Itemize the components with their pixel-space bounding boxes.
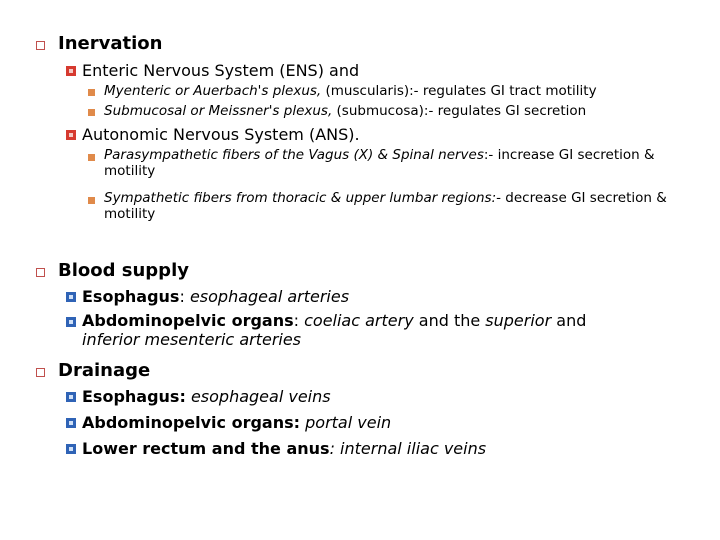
bullet-icon (66, 130, 76, 140)
inferior-mesenteric-arteries: inferior mesenteric arteries (82, 330, 302, 349)
drainage-item-label: Lower rectum and the anus (82, 439, 330, 458)
ens-item-desc: (submucosa):- regulates GI secretion (332, 103, 587, 119)
bullet-icon (88, 154, 95, 161)
bullet-icon (88, 109, 95, 116)
bullet-icon (66, 392, 76, 402)
bullet-icon (88, 197, 95, 204)
bullet-icon (36, 41, 45, 50)
ans-item-sympathetic (104, 190, 694, 222)
ans-item-desc: - decrease GI secretion & motility (104, 190, 667, 222)
drainage-item-value: : internal iliac veins (329, 439, 487, 458)
blood-esophagus-value: esophageal arteries (189, 287, 350, 306)
blood-esophagus (82, 287, 349, 306)
connector-text: and the (413, 311, 486, 330)
drainage-item-value: esophageal veins (185, 387, 331, 406)
superior-text: superior (485, 311, 552, 330)
ens-item-myenteric (104, 83, 597, 99)
drainage-abdominopelvic (82, 413, 391, 432)
ans-item-term: Sympathetic fibers from thoracic & upper lumbar regions: (104, 190, 497, 206)
drainage-item-value: portal vein (300, 413, 392, 432)
heading-drainage: Drainage (58, 360, 151, 381)
heading-blood-supply: Blood supply (58, 260, 189, 281)
connector-text: and (551, 311, 587, 330)
bullet-icon (36, 268, 45, 277)
bullet-icon (66, 66, 76, 76)
drainage-esophagus (82, 387, 331, 406)
drainage-item-label: Abdominopelvic organs: (82, 413, 301, 432)
drainage-item-label: Esophagus: (82, 387, 186, 406)
coeliac-artery: coeliac artery (304, 311, 414, 330)
bullet-icon (66, 292, 76, 302)
ans-label: Autonomic Nervous System (ANS). (82, 125, 360, 144)
ens-item-desc: (muscularis):- regulates GI tract motility (321, 83, 597, 99)
ens-label: Enteric Nervous System (ENS) and (82, 61, 360, 80)
heading-inervation: Inervation (58, 33, 163, 54)
blood-esophagus-label: Esophagus (82, 287, 180, 306)
bullet-icon (36, 368, 45, 377)
ens-item-term: Myenteric or Auerbach's plexus, (104, 83, 322, 99)
ens-item-submucosal (104, 103, 586, 119)
bullet-icon (66, 418, 76, 428)
blood-abdominopelvic (82, 311, 648, 349)
bullet-icon (66, 317, 76, 327)
ans-item-term: Parasympathetic fibers of the Vagus (X) & Spinal nerves (104, 147, 484, 163)
ans-item-desc: :- increase GI secretion & motility (104, 147, 655, 179)
ans-item-parasympathetic (104, 147, 694, 179)
separator: : (293, 311, 305, 330)
blood-abdominopelvic-label: Abdominopelvic organs (82, 311, 294, 330)
separator: : (179, 287, 190, 306)
bullet-icon (66, 444, 76, 454)
bullet-icon (88, 89, 95, 96)
drainage-lower-rectum (82, 439, 486, 458)
ens-item-term: Submucosal or Meissner's plexus, (104, 103, 333, 119)
